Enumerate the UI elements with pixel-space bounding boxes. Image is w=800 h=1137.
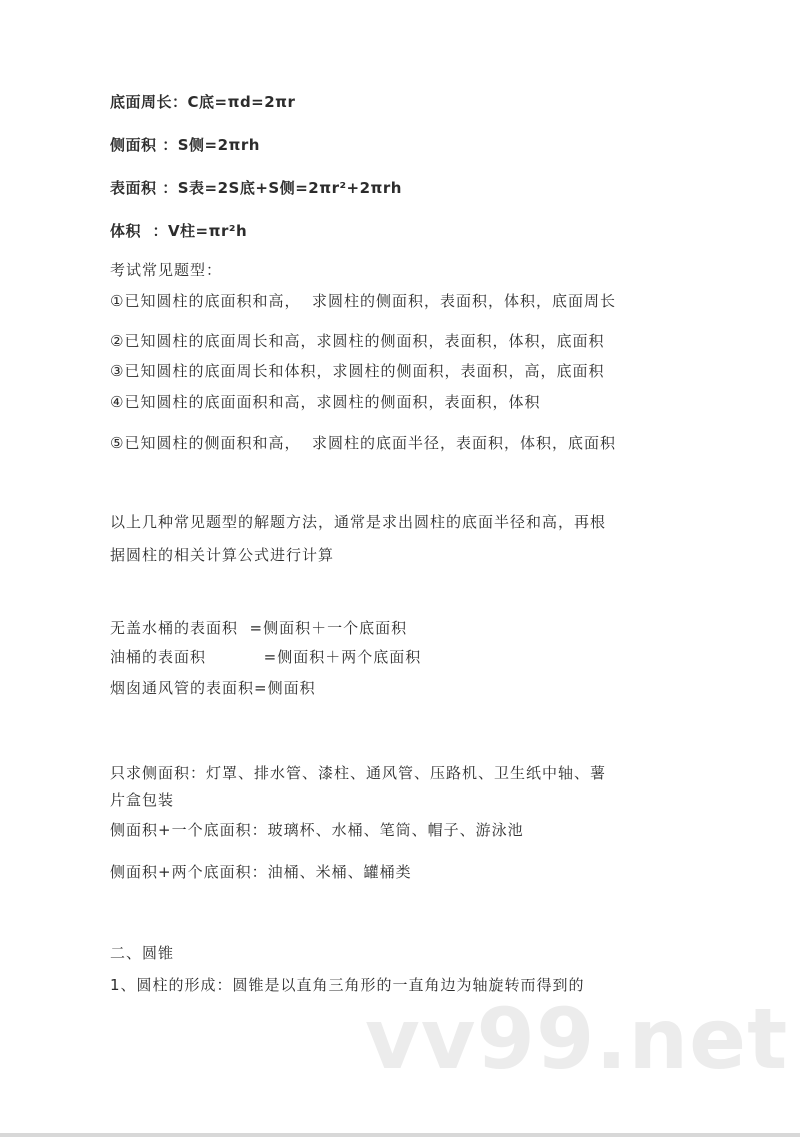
application-line: 只求侧面积：灯罩、排水管、漆柱、通风管、压路机、卫生纸中轴、薯 — [110, 764, 607, 782]
exam-item: ①已知圆柱的底面积和高， 求圆柱的侧面积，表面积，体积，底面周长 — [110, 292, 616, 310]
section-heading: 二、圆锥 — [110, 944, 175, 962]
formula-surface-area: 表面积 ：S表=2S底+S侧=2πr²+2πrh — [110, 179, 402, 197]
application-line: 片盒包装 — [110, 791, 175, 809]
watermark: vv99.net — [365, 990, 789, 1088]
section-item: 1、圆柱的形成：圆锥是以直角三角形的一直角边为轴旋转而得到的 — [110, 976, 585, 994]
application-line: 侧面积+两个底面积：油桶、米桶、罐桶类 — [110, 863, 412, 881]
page-edge — [0, 1133, 800, 1137]
formula-lateral-area: 侧面积 ：S侧=2πrh — [110, 136, 260, 154]
exam-heading: 考试常见题型： — [110, 261, 223, 279]
surface-rule: 无盖水桶的表面积 =侧面积＋一个底面积 — [110, 619, 408, 637]
exam-item: ④已知圆柱的底面面积和高，求圆柱的侧面积，表面积，体积 — [110, 393, 541, 411]
exam-item: ⑤已知圆柱的侧面积和高， 求圆柱的底面半径，表面积，体积，底面积 — [110, 434, 616, 452]
surface-rule: 烟囱通风管的表面积=侧面积 — [110, 679, 316, 697]
exam-item: ③已知圆柱的底面周长和体积，求圆柱的侧面积，表面积，高，底面积 — [110, 362, 605, 380]
formula-circumference: 底面周长：C底=πd=2πr — [110, 93, 296, 111]
formula-volume: 体积 ：V柱=πr²h — [110, 222, 248, 240]
method-line: 以上几种常见题型的解题方法，通常是求出圆柱的底面半径和高，再根 — [110, 513, 607, 531]
surface-rule: 油桶的表面积 =侧面积＋两个底面积 — [110, 648, 422, 666]
exam-item: ②已知圆柱的底面周长和高，求圆柱的侧面积，表面积，体积，底面积 — [110, 332, 605, 350]
method-line: 据圆柱的相关计算公式进行计算 — [110, 546, 335, 564]
application-line: 侧面积+一个底面积：玻璃杯、水桶、笔筒、帽子、游泳池 — [110, 821, 524, 839]
